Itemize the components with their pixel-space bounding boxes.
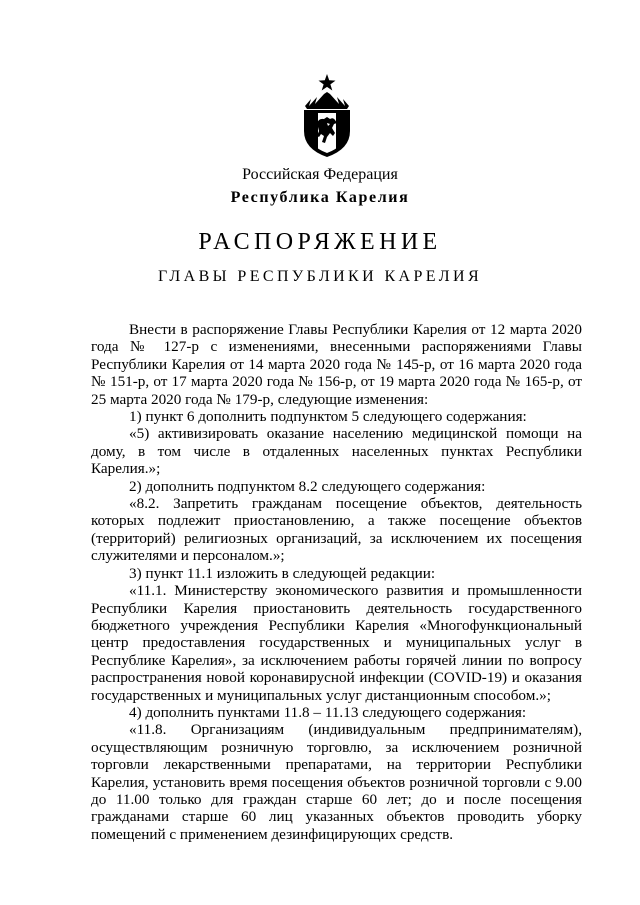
paragraph-item-1-text: «5) активизировать оказание населению медицинской помощи на дому, в том числе в отдаленных населенных пунктах Республики Карелия.»; bbox=[91, 425, 582, 478]
paragraph-item-2: 2) дополнить подпунктом 8.2 следующего содержания: bbox=[129, 477, 486, 495]
document-body bbox=[91, 321, 582, 843]
star-icon bbox=[319, 74, 336, 91]
karelia-coat-of-arms-icon bbox=[297, 73, 357, 159]
paragraph-item-3: 3) пункт 11.1 изложить в следующей редакции: bbox=[129, 564, 436, 582]
paragraph-item-2-text: «8.2. Запретить гражданам посещение объектов, деятельность которых подлежит приостановлению, а также посещение объектов (территорий) религиозных организаций, за исключением их посещения служителями и персоналом.»; bbox=[91, 495, 582, 565]
paragraph-item-1: 1) пункт 6 дополнить подпунктом 5 следующего содержания: bbox=[129, 408, 527, 426]
paragraph-item-4: 4) дополнить пунктами 11.8 – 11.13 следующего содержания: bbox=[129, 703, 527, 721]
country-name: Российская Федерация bbox=[242, 166, 398, 183]
paragraph-item-3-text: «11.1. Министерству экономического развития и промышленности Республики Карелия приостановить деятельность государственного бюджетного учреждения Республики Карелия «Многофункциональный центр предоставления государственных и муниципальных услуг в Республике Карелия», за исключением работы горячей линии по вопросу распространения новой коронавирусной инфекции (COVID-19) и оказания государственных и муниципальных услуг дистанционным способом.»; bbox=[91, 582, 582, 704]
document-issuer-subtitle: ГЛАВЫ РЕСПУБЛИКИ КАРЕЛИЯ bbox=[157, 268, 483, 285]
paragraph-item-4-text: «11.8. Организациям (индивидуальным предпринимателям), осуществляющим розничную торговлю, за исключением розничной торговли лекарственными препаратами, на территории Республики Карелия, установить время посещения объектов розничной торговли с 9.00 до 11.00 только для граждан старше 60 лет; до и после посещения гражданами старше 60 лиц указанных объектов проводить уборку помещений с применением дезинфицирующих средств. bbox=[91, 721, 582, 843]
pine-crown-icon bbox=[305, 92, 349, 109]
document-type-title: РАСПОРЯЖЕНИЕ bbox=[198, 229, 442, 255]
republic-name: Республика Карелия bbox=[230, 189, 410, 206]
paragraph-intro: Внести в распоряжение Главы Республики Карелия от 12 марта 2020 года № 127-р с изменениями, внесенными распоряжениями Главы Республики Карелия от 14 марта 2020 года № 145-р, от 16 марта 2020 года № 151-р, от 17 марта 2020 года № 156-р, от 19 марта 2020 года № 165-р, от 25 марта 2020 года № 179-р, следующие изменения: bbox=[91, 321, 582, 408]
